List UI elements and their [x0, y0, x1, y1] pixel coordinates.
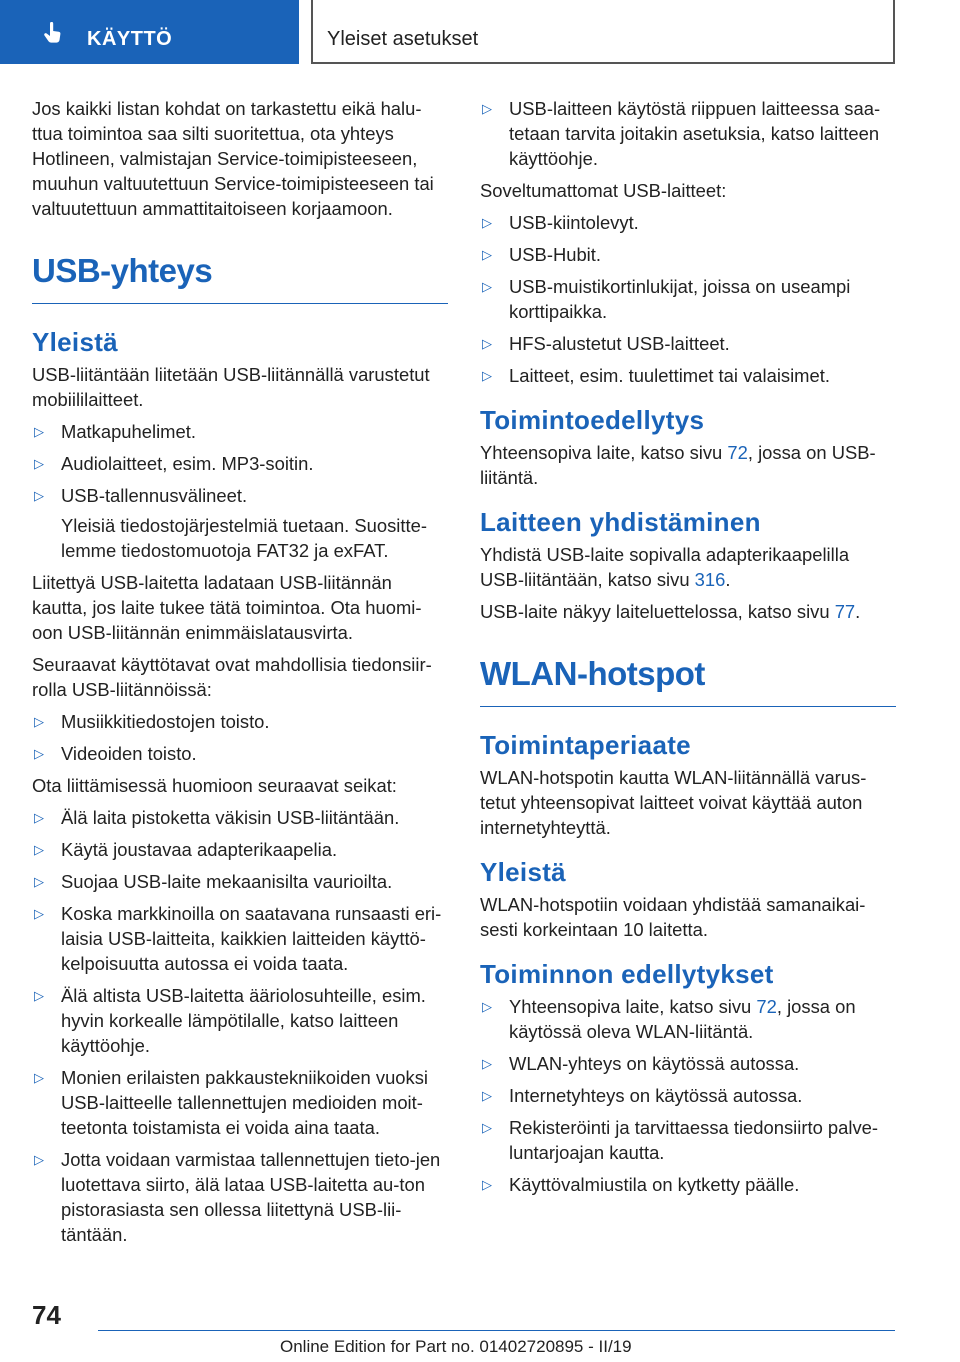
notes-paragraph: Ota liittämisessä huomioon seuraavat seikat:	[32, 775, 397, 796]
list-item: ▷ USB-tallennusvälineet.	[34, 485, 248, 506]
hand-pointer-icon	[42, 22, 64, 44]
list-item: ▷ Internetyhteys on käytössä autossa.	[482, 1085, 803, 1106]
bullet-triangle-icon: ▷	[34, 424, 44, 439]
page-link[interactable]: 72	[756, 996, 777, 1017]
edition-text: Online Edition for Part no. 01402720895 - II/19	[280, 1337, 632, 1356]
bullet-triangle-icon: ▷	[34, 488, 44, 503]
bullet-triangle-icon: ▷	[482, 247, 492, 262]
list-item: ▷ Audiolaitteet, esim. MP3-soitin.	[34, 453, 314, 474]
bullet-triangle-icon: ▷	[482, 999, 492, 1014]
right-column	[480, 96, 896, 1204]
bullet-triangle-icon: ▷	[482, 336, 492, 351]
list-item: ▷ Yhteensopiva laite, katso sivu 72, jossa on käytössä oleva WLAN-liitäntä.	[482, 996, 856, 1042]
list-item: ▷ Laitteet, esim. tuulettimet tai valaisimet.	[482, 365, 830, 386]
filesystem-note: Yleisiä tiedostojärjestelmiä tuetaan. Suositte-lemme tiedostomuotoja FAT32 ja exFAT.	[61, 515, 427, 561]
list-item: ▷ Älä laita pistoketta väkisin USB-liitäntään.	[34, 807, 400, 828]
heading-wlan: WLAN-hotspot	[480, 654, 896, 707]
connect-paragraph: Yhdistä USB-laite sopivalla adapterikaapelilla USB-liitäntään, katso sivu 316.	[480, 544, 850, 590]
bullet-triangle-icon: ▷	[482, 279, 492, 294]
bullet-triangle-icon: ▷	[34, 906, 44, 921]
list-item: ▷ Rekisteröinti ja tarvittaessa tiedonsiirto palve-luntarjoajan kautta.	[482, 1117, 878, 1163]
list-item: ▷ Käytä joustavaa adapterikaapelia.	[34, 839, 338, 860]
intro-paragraph: Jos kaikki listan kohdat on tarkastettu eikä halu-ttua toimintoa saa silti suoritettua, ota yhteys Hotlineen, valmistajan Service-toimipisteeseen, muuhun valtuutettuun Service-toimipisteeseen tai valtuutettuun ammattitaitoiseen korjaamoon.	[32, 98, 434, 219]
chapter-title-box	[311, 0, 895, 64]
list-item: ▷ Musiikkitiedostojen toisto.	[34, 711, 270, 732]
page-link[interactable]: 316	[694, 569, 726, 590]
bullet-triangle-icon: ▷	[34, 746, 44, 761]
heading-connect: Laitteen yhdistäminen	[480, 507, 761, 537]
left-column	[32, 96, 448, 1254]
list-item: ▷ USB-Hubit.	[482, 244, 601, 265]
page-number: 74	[32, 1300, 61, 1330]
bullet-triangle-icon: ▷	[482, 1088, 492, 1103]
page-link[interactable]: 77	[834, 601, 856, 622]
heading-usb-general: Yleistä	[32, 327, 118, 357]
list-item: ▷ Älä altista USB-laitetta ääriolosuhteille, esim. hyvin korkealle lämpötilalle, katso laitteen käyttöohje.	[34, 985, 426, 1056]
list-item: ▷ USB-laitteen käytöstä riippuen laitteessa saa-tetaan tarvita joitakin asetuksia, katso laitteen käyttöohje.	[482, 98, 881, 169]
heading-function-requirements: Toiminnon edellytykset	[480, 959, 774, 989]
list-item: ▷ Videoiden toisto.	[34, 743, 197, 764]
page-link[interactable]: 72	[727, 442, 748, 463]
list-item: ▷ Monien erilaisten pakkaustekniikoiden vuoksi USB-laitteelle tallennettujen medioiden moit-teetonta toistamista ei voida aina taata.	[34, 1067, 428, 1138]
bullet-triangle-icon: ▷	[34, 810, 44, 825]
requirements-list	[480, 994, 896, 1197]
heading-usb: USB-yhteys	[32, 251, 448, 304]
bullet-triangle-icon: ▷	[482, 368, 492, 383]
footer-divider	[98, 1330, 895, 1331]
page-header	[0, 0, 960, 66]
heading-requirement: Toimintoedellytys	[480, 405, 705, 435]
bullet-triangle-icon: ▷	[34, 714, 44, 729]
heading-principle: Toimintaperiaate	[480, 730, 691, 760]
bullet-triangle-icon: ▷	[34, 1070, 44, 1085]
list-item: ▷ HFS-alustetut USB-laitteet.	[482, 333, 730, 354]
device-list	[32, 419, 448, 508]
heading-wlan-general: Yleistä	[480, 857, 566, 887]
bullet-triangle-icon: ▷	[34, 988, 44, 1003]
list-item: ▷ Suojaa USB-laite mekaanisilta vaurioilta.	[34, 871, 393, 892]
list-item: ▷ USB-muistikortinlukijat, joissa on useampi korttipaikka.	[482, 276, 851, 322]
bullet-triangle-icon: ▷	[482, 1056, 492, 1071]
section-label: KÄYTTÖ	[87, 28, 173, 50]
bullet-triangle-icon: ▷	[482, 1177, 492, 1192]
notes-list	[32, 805, 448, 1247]
bullet-triangle-icon: ▷	[482, 1120, 492, 1135]
charging-paragraph: Liitettyä USB-laitetta ladataan USB-liitännän kautta, jos laite tukee tätä toimintoa. Ota huomi-oon USB-liitännän enimmäislatausvirta.	[32, 572, 422, 643]
bullet-triangle-icon: ▷	[34, 456, 44, 471]
bullet-triangle-icon: ▷	[34, 874, 44, 889]
chapter-title: Yleiset asetukset	[327, 28, 479, 50]
usb-intro: USB-liitäntään liitetään USB-liitännällä varustetut mobiililaitteet.	[32, 364, 430, 410]
list-item: ▷ Matkapuhelimet.	[34, 421, 196, 442]
usage-paragraph: Seuraavat käyttötavat ovat mahdollisia tiedonsiir-rolla USB-liitännöissä:	[32, 654, 432, 700]
list-item: ▷ Koska markkinoilla on saatavana runsaasti eri-laisia USB-laitteita, kaikkien laitteiden käyttö-kelpoisuutta autossa ei voida taata.	[34, 903, 442, 974]
principle-paragraph: WLAN-hotspotin kautta WLAN-liitännällä varus-tetut yhteensopivat laitteet voivat käyttää auton internetyhteyttä.	[480, 767, 867, 838]
bullet-triangle-icon: ▷	[482, 101, 492, 116]
unsuitable-list	[480, 210, 896, 388]
list-item: ▷ Käyttövalmiustila on kytketty päälle.	[482, 1174, 800, 1195]
requirement-paragraph: Yhteensopiva laite, katso sivu 72, jossa on USB-liitäntä.	[480, 442, 876, 488]
bullet-triangle-icon: ▷	[34, 842, 44, 857]
unsuitable-heading: Soveltumattomat USB-laitteet:	[480, 180, 727, 201]
section-tab	[0, 0, 299, 64]
list-item: ▷ WLAN-yhteys on käytössä autossa.	[482, 1053, 800, 1074]
bullet-triangle-icon: ▷	[482, 215, 492, 230]
usage-list	[32, 709, 448, 766]
settings-list	[480, 96, 896, 171]
list-item: ▷ Jotta voidaan varmistaa tallennettujen tieto-jen luotettava siirto, älä lataa USB-laitetta au-ton pistorasiasta sen ollessa liitettynä USB-lii-täntään.	[34, 1149, 441, 1245]
bullet-triangle-icon: ▷	[34, 1152, 44, 1167]
device-list-paragraph: USB-laite näkyy laiteluettelossa, katso sivu 77.	[480, 601, 861, 622]
list-item: ▷ USB-kiintolevyt.	[482, 212, 639, 233]
wlan-general-paragraph: WLAN-hotspotiin voidaan yhdistää samanaikai-sesti korkeintaan 10 laitetta.	[480, 894, 866, 940]
